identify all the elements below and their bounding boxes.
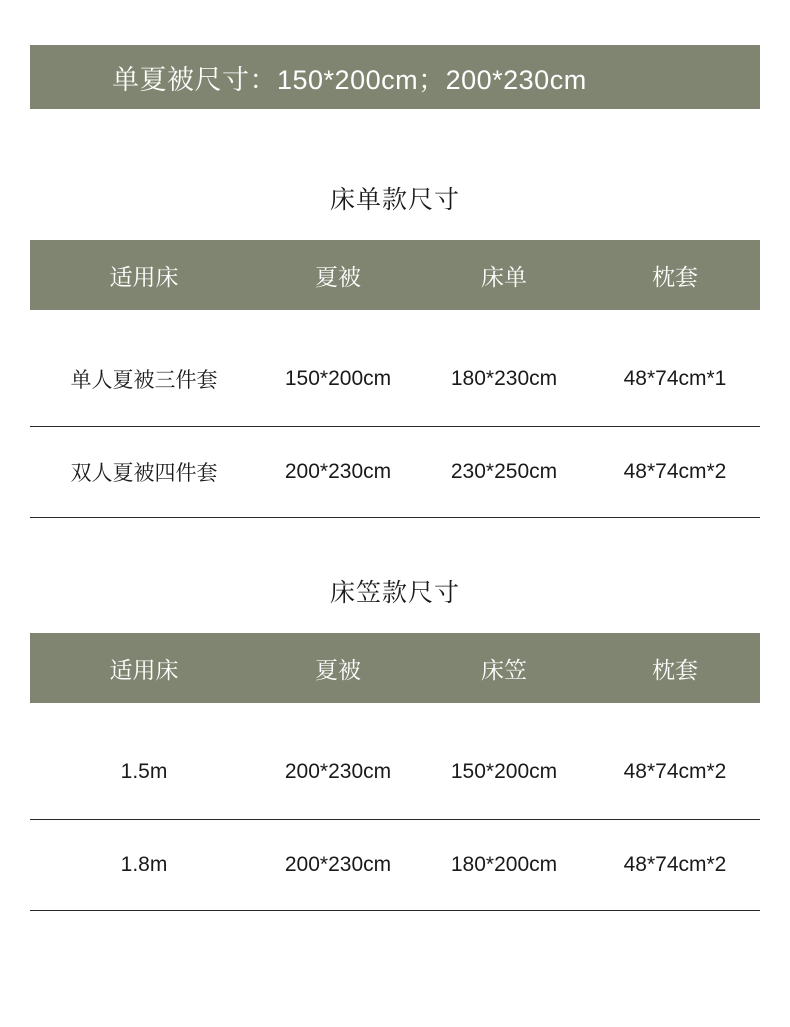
- cell-bed: 1.5m: [120, 760, 168, 783]
- column-header-pillowcase: 枕套: [652, 263, 698, 290]
- quilt-size-banner: [30, 45, 760, 109]
- column-header-bed: 适用床: [109, 263, 179, 290]
- fittedsheet-size-table: [30, 633, 760, 911]
- cell-quilt: 200*230cm: [284, 853, 392, 876]
- cell-quilt: 200*230cm: [284, 760, 392, 783]
- cell-pillowcase: 48*74cm*2: [623, 460, 727, 483]
- table-row: [30, 332, 760, 427]
- section-title-fittedsheet: 床笠款尺寸: [329, 579, 460, 607]
- cell-bed: 双人夏被四件套: [70, 462, 218, 485]
- column-header-bed: 适用床: [109, 656, 179, 683]
- column-header-sheet: 床单: [481, 263, 527, 290]
- column-header-quilt: 夏被: [315, 263, 361, 290]
- table-row: [30, 820, 760, 911]
- table-row: [30, 725, 760, 820]
- column-header-pillowcase: 枕套: [652, 656, 698, 683]
- cell-pillowcase: 48*74cm*2: [623, 760, 727, 783]
- cell-fittedsheet: 150*200cm: [450, 760, 558, 783]
- cell-pillowcase: 48*74cm*1: [623, 367, 727, 390]
- cell-sheet: 180*230cm: [450, 367, 558, 390]
- column-header-quilt: 夏被: [315, 656, 361, 683]
- cell-bed: 单人夏被三件套: [70, 369, 218, 392]
- cell-bed: 1.8m: [120, 853, 168, 876]
- table-row: [30, 427, 760, 518]
- cell-fittedsheet: 180*200cm: [450, 853, 558, 876]
- table-spacer: [30, 703, 760, 725]
- column-header-fittedsheet: 床笠: [481, 656, 527, 683]
- bedsheet-size-table: [30, 240, 760, 518]
- table-header-row: [30, 240, 760, 310]
- section-title-bedsheet: 床单款尺寸: [329, 186, 460, 214]
- cell-quilt: 150*200cm: [284, 367, 392, 390]
- cell-pillowcase: 48*74cm*2: [623, 853, 727, 876]
- quilt-size-banner-text: 单夏被尺寸：150*200cm；200*230cm: [112, 64, 587, 95]
- table-spacer: [30, 310, 760, 332]
- cell-quilt: 200*230cm: [284, 460, 392, 483]
- table-header-row: [30, 633, 760, 703]
- cell-sheet: 230*250cm: [450, 460, 558, 483]
